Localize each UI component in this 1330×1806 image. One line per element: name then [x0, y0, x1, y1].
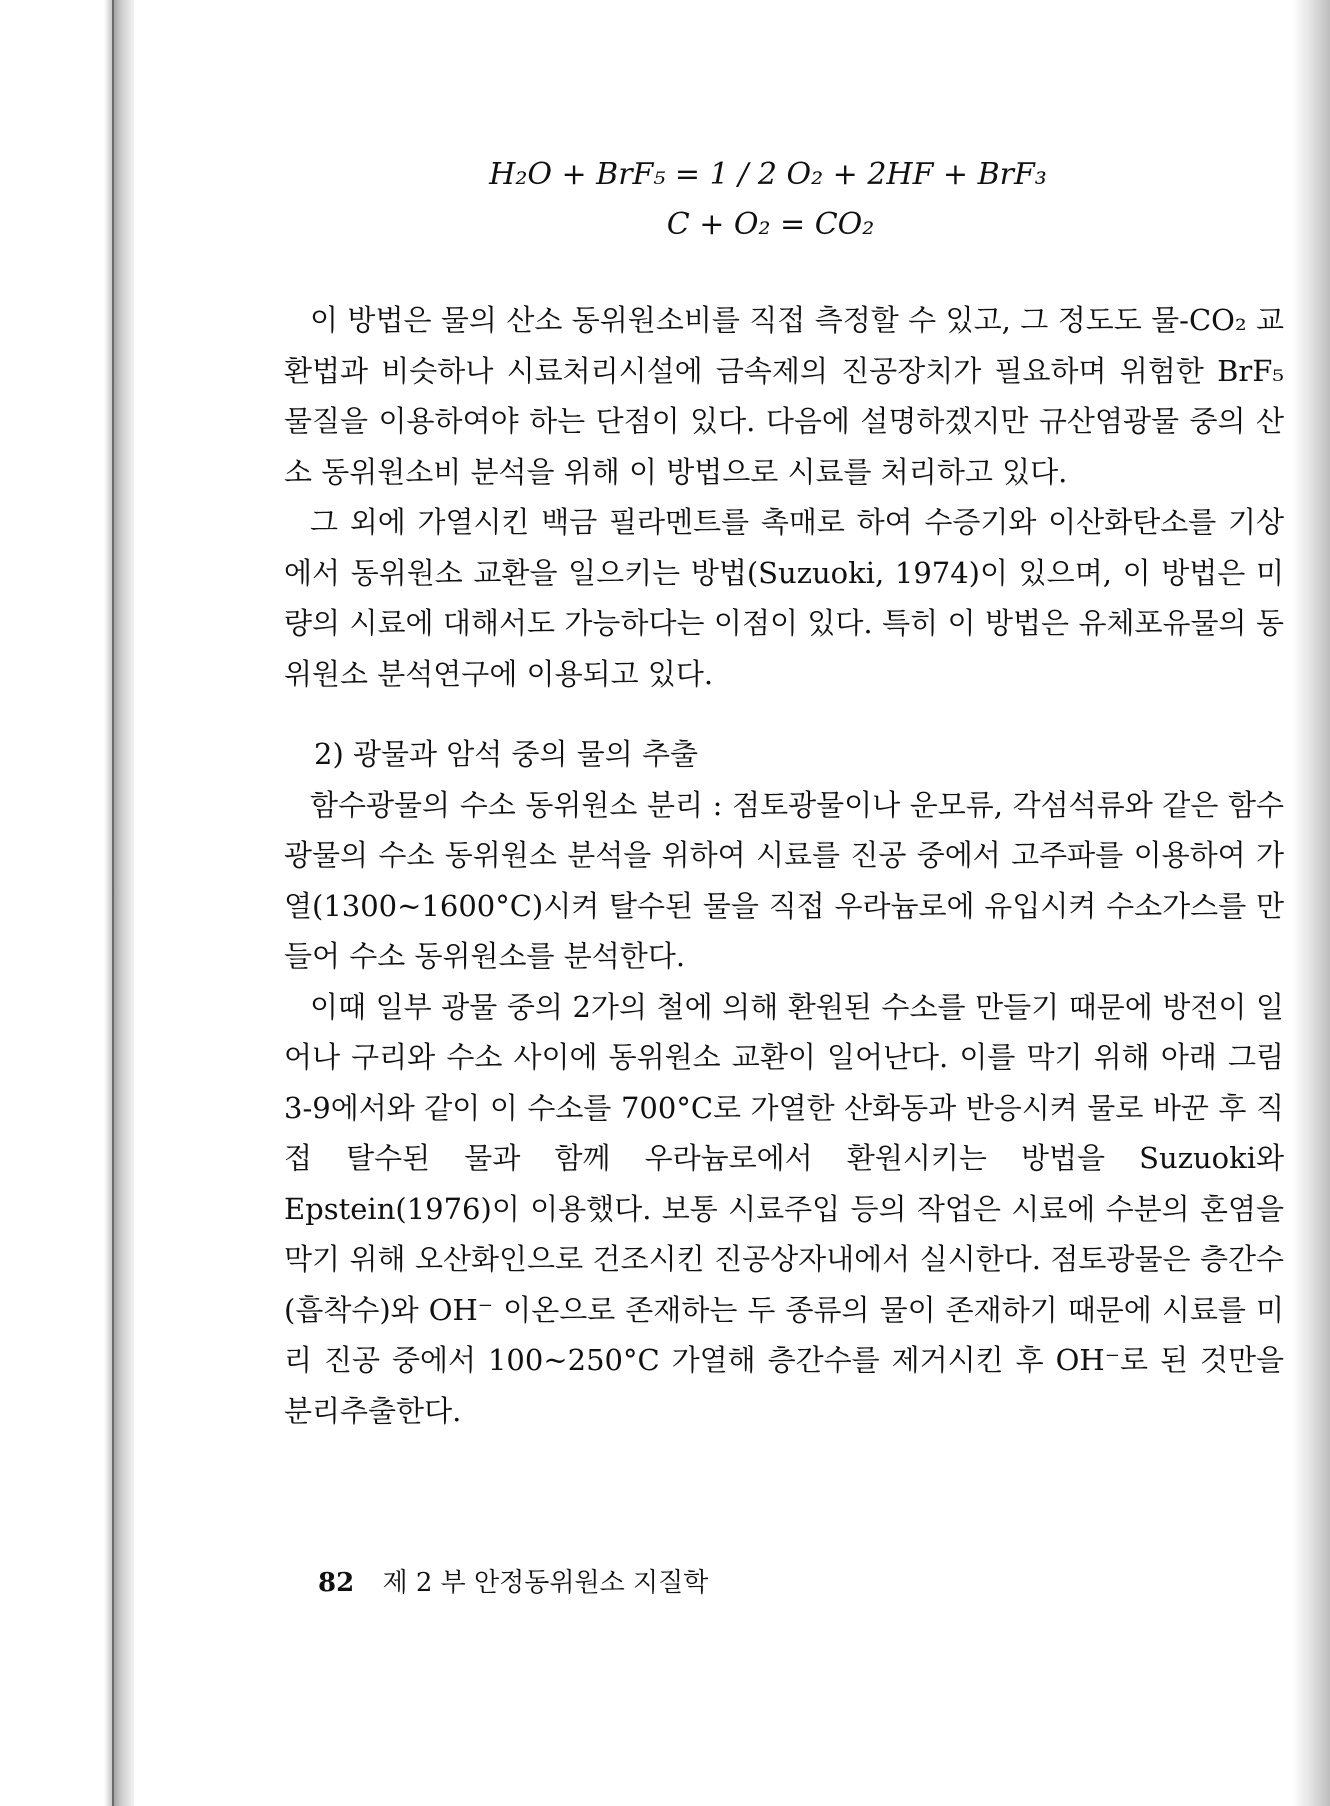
book-page	[134, 0, 1292, 1806]
paragraph-ferrous-iron: 이때 일부 광물 중의 2가의 철에 의해 환원된 수소를 만들기 때문에 방전이 일어나 구리와 수소 사이에 동위원소 교환이 일어난다. 이를 막기 위해 아래 그림 3-9에서와 같이 이 수소를 700°C로 가열한 산화동과 반응시켜 물로 바꾼 후 직접 탈수된 물과 함께 우라늄로에서 환원시키는 방법을 Suzuoki와 Epstein(1976)이 이용했다. 보통 시료주입 등의 작업은 시료에 수분의 혼염을 막기 위해 오산화인으로 건조시킨 진공상자내에서 실시한다. 점토광물은 층간수(흡착수)와 OH⁻ 이온으로 존재하는 두 종류의 물이 존재하기 때문에 시료를 미리 진공 중에서 100~250°C 가열해 층간수를 제거시킨 후 OH⁻로 된 것만을 분리추출한다.	[284, 989, 1284, 1428]
paragraph-brf5-method: 이 방법은 물의 산소 동위원소비를 직접 측정할 수 있고, 그 정도도 물-CO₂ 교환법과 비슷하나 시료처리시설에 금속제의 진공장치가 필요하며 위험한 BrF₅ 물질을 이용하여야 하는 단점이 있다. 다음에 설명하겠지만 규산염광물 중의 산소 동위원소비 분석을 위해 이 방법으로 시료를 처리하고 있다.	[284, 303, 1284, 489]
equation-block	[134, 150, 1292, 250]
book-page-edge-left	[112, 0, 134, 1806]
equation-brf5-reaction: H₂O + BrF₅ = 1 / 2 O₂ + 2HF + BrF₃	[489, 157, 1047, 192]
footer-title: 안정동위원소 지질학	[474, 1568, 709, 1598]
book-gutter-shadow	[104, 0, 112, 1806]
paragraph-platinum-filament: 그 외에 가열시킨 백금 필라멘트를 촉매로 하여 수증기와 이산화탄소를 기상에서 동위원소 교환을 일으키는 방법(Suzuoki, 1974)이 있으며, 이 방법은 미량의 시료에 대해서도 가능하다는 이점이 있다. 특히 이 방법은 유체포유물의 동위원소 분석연구에 이용되고 있다.	[284, 505, 1284, 691]
page-number: 82	[318, 1568, 355, 1598]
body-text	[284, 295, 1284, 1436]
book-spine-line	[112, 0, 114, 1806]
book-page-edge-right	[1292, 0, 1330, 1806]
footer-part: 제 2 부	[382, 1568, 466, 1598]
equation-carbon-oxidation: C + O₂ = CO₂	[666, 207, 875, 242]
page-footer	[318, 1563, 708, 1603]
paragraph-hydrous-minerals: 함수광물의 수소 동위원소 분리 : 점토광물이나 운모류, 각섬석류와 같은 함수광물의 수소 동위원소 분석을 위하여 시료를 진공 중에서 고주파를 이용하여 가열(1300~1600°C)시켜 탈수된 물을 직접 우라늄로에 유입시켜 수소가스를 만들어 수소 동위원소를 분석한다.	[284, 787, 1284, 973]
section-heading: 2) 광물과 암석 중의 물의 추출	[314, 737, 699, 771]
